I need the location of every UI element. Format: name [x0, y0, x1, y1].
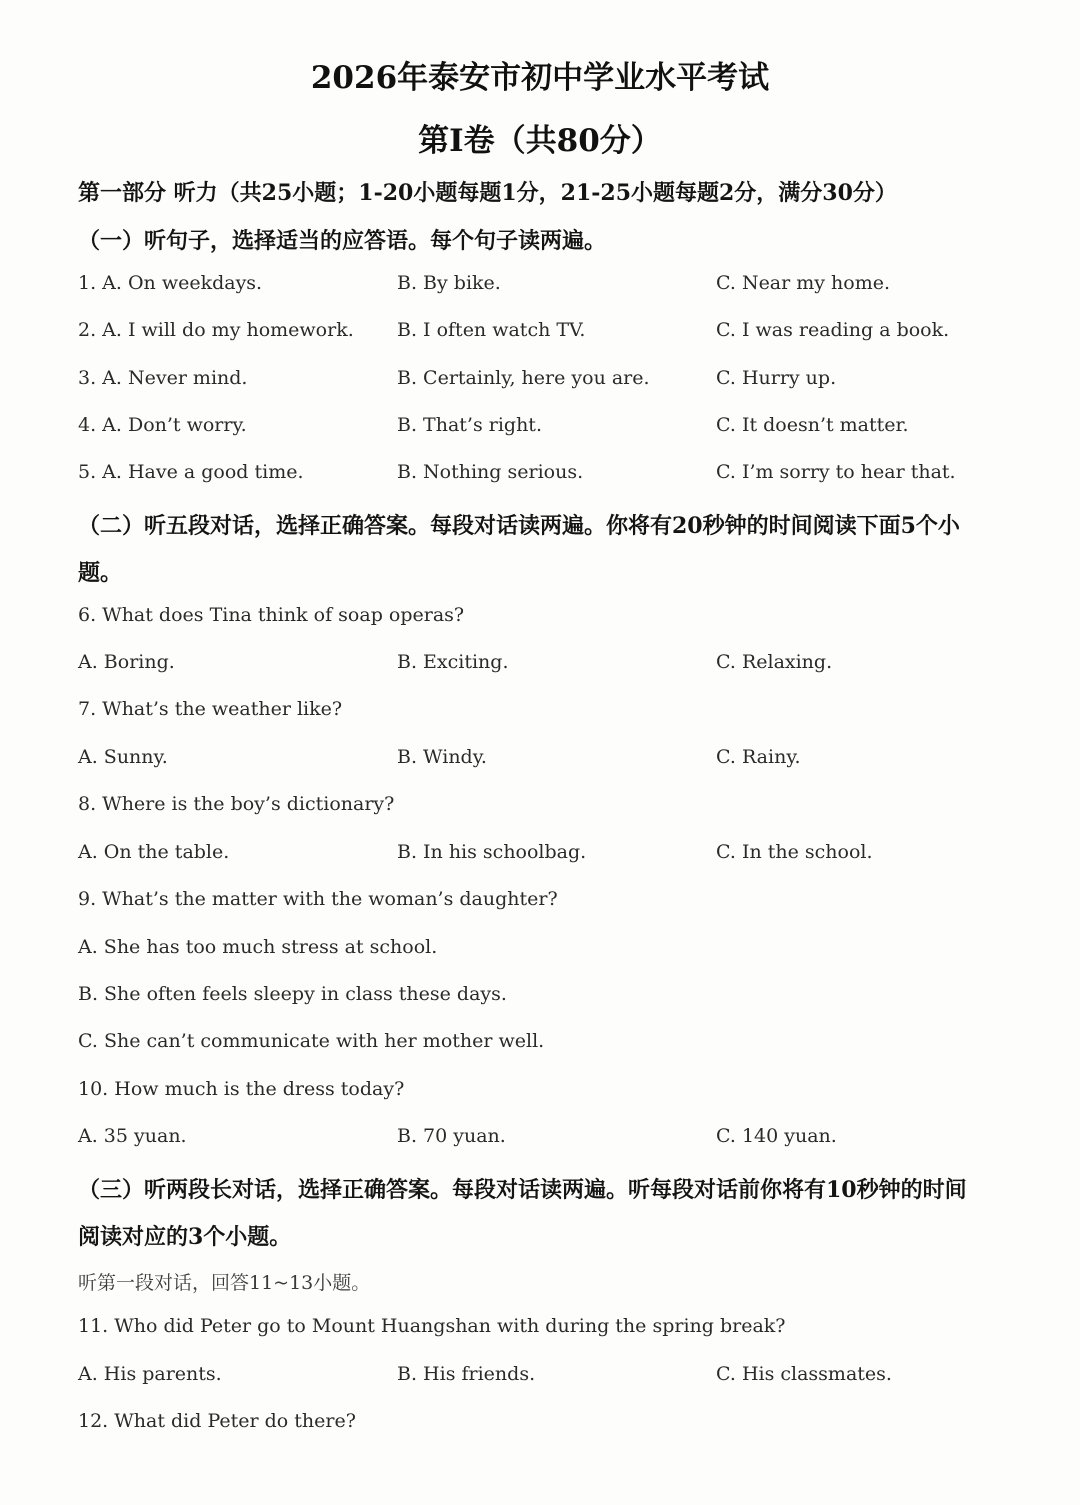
- question-11: 11. Who did Peter go to Mount Huangshan with during the spring break?: [78, 1315, 786, 1337]
- option-a: 2. A. I will do my homework.: [78, 319, 354, 341]
- option-c: C. His classmates.: [716, 1363, 892, 1385]
- option-a: 3. A. Never mind.: [78, 367, 248, 389]
- question-7: 7. What’s the weather like?: [78, 698, 343, 720]
- section3-instruction: 听第一段对话，回答11~13小题。: [78, 1272, 371, 1294]
- page-title: 2026年泰安市初中学业水平考试: [310, 60, 770, 96]
- section3-heading: （三）听两段长对话，选择正确答案。每段对话读两遍。听每段对话前你将有10秒钟的时间: [78, 1177, 967, 1203]
- section1-heading: （一）听句子，选择适当的应答语。每个句子读两遍。: [78, 228, 607, 254]
- option-a: A. Boring.: [78, 651, 175, 673]
- option-b: B. Nothing serious.: [397, 461, 584, 483]
- option-b: B. Certainly, here you are.: [397, 367, 650, 389]
- option-b: B. I often watch TV.: [397, 319, 586, 341]
- option-c: C. In the school.: [716, 841, 873, 863]
- option-a: A. His parents.: [78, 1363, 222, 1385]
- option-b: B. 70 yuan.: [397, 1125, 506, 1147]
- option-c: C. Near my home.: [716, 272, 891, 294]
- question-row: [0, 1125, 1080, 1155]
- option-b: B. His friends.: [397, 1363, 536, 1385]
- part1-heading: 第一部分 听力（共25小题；1-20小题每题1分，21-25小题每题2分，满分30分）: [78, 180, 897, 206]
- option-c: C. She can’t communicate with her mother well.: [78, 1030, 545, 1052]
- option-a: 1. A. On weekdays.: [78, 272, 263, 294]
- volume-title: 第I卷（共80分）: [418, 123, 662, 159]
- question-9: 9. What’s the matter with the woman’s daughter?: [78, 888, 558, 910]
- option-c: C. 140 yuan.: [716, 1125, 837, 1147]
- option-c: C. Rainy.: [716, 746, 801, 768]
- option-c: C. It doesn’t matter.: [716, 414, 909, 436]
- option-c: C. Hurry up.: [716, 367, 837, 389]
- question-row: [0, 461, 1080, 491]
- question-row: [0, 746, 1080, 776]
- question-row: [0, 651, 1080, 681]
- option-b: B. That’s right.: [397, 414, 542, 436]
- option-c: C. I’m sorry to hear that.: [716, 461, 956, 483]
- section2-heading-cont: 题。: [78, 560, 123, 586]
- question-row: [0, 841, 1080, 871]
- option-b: B. She often feels sleepy in class these days.: [78, 983, 507, 1005]
- question-row: [0, 367, 1080, 397]
- question-8: 8. Where is the boy’s dictionary?: [78, 793, 395, 815]
- question-row: [0, 414, 1080, 444]
- option-b: B. By bike.: [397, 272, 501, 294]
- question-12: 12. What did Peter do there?: [78, 1410, 356, 1432]
- question-6: 6. What does Tina think of soap operas?: [78, 604, 465, 626]
- option-a: A. Sunny.: [78, 746, 168, 768]
- option-c: C. I was reading a book.: [716, 319, 950, 341]
- question-row: [0, 319, 1080, 349]
- option-c: C. Relaxing.: [716, 651, 833, 673]
- option-b: B. Exciting.: [397, 651, 509, 673]
- section3-heading-cont: 阅读对应的3个小题。: [78, 1224, 292, 1250]
- question-row: [0, 272, 1080, 302]
- option-b: B. In his schoolbag.: [397, 841, 587, 863]
- question-row: [0, 1363, 1080, 1393]
- option-b: B. Windy.: [397, 746, 487, 768]
- question-10: 10. How much is the dress today?: [78, 1078, 405, 1100]
- option-a: A. She has too much stress at school.: [78, 936, 438, 958]
- option-a: A. On the table.: [78, 841, 230, 863]
- option-a: 4. A. Don’t worry.: [78, 414, 247, 436]
- section2-heading: （二）听五段对话，选择正确答案。每段对话读两遍。你将有20秒钟的时间阅读下面5个小: [78, 513, 960, 539]
- option-a: 5. A. Have a good time.: [78, 461, 304, 483]
- option-a: A. 35 yuan.: [78, 1125, 187, 1147]
